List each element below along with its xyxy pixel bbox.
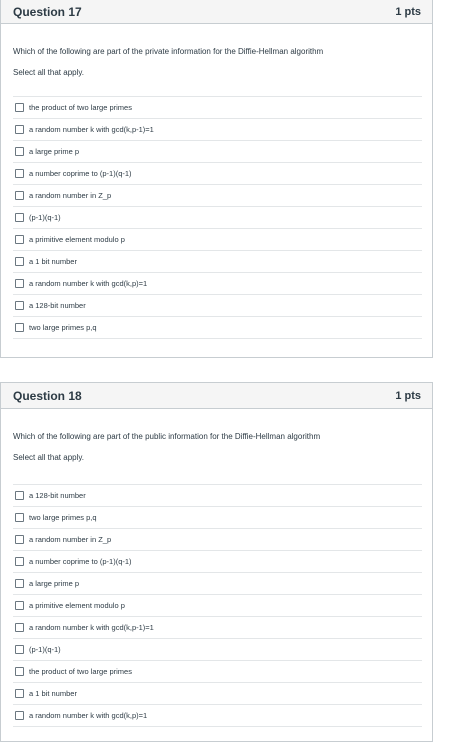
answer-option[interactable]: [13, 163, 422, 185]
answer-option[interactable]: [13, 97, 422, 119]
answer-option[interactable]: [13, 551, 422, 573]
checkbox[interactable]: [15, 689, 24, 698]
checkbox[interactable]: [15, 125, 24, 134]
answer-option[interactable]: [13, 705, 422, 727]
checkbox[interactable]: [15, 667, 24, 676]
question-instruction: Select all that apply.: [13, 68, 85, 77]
answer-label: the product of two large primes: [29, 103, 132, 112]
answer-option[interactable]: [13, 661, 422, 683]
answer-label: (p-1)(q-1): [29, 645, 61, 654]
answer-option[interactable]: [13, 573, 422, 595]
question-points: 1 pts: [395, 389, 421, 402]
checkbox[interactable]: [15, 103, 24, 112]
answer-option[interactable]: [13, 595, 422, 617]
question-header: [1, 0, 432, 24]
checkbox[interactable]: [15, 601, 24, 610]
checkbox[interactable]: [15, 557, 24, 566]
checkbox[interactable]: [15, 513, 24, 522]
answer-option[interactable]: [13, 617, 422, 639]
checkbox[interactable]: [15, 579, 24, 588]
answer-label: a primitive element modulo p: [29, 235, 125, 244]
question-18: [0, 382, 433, 742]
answer-label: a random number in Z_p: [29, 535, 112, 544]
question-text: Which of the following are part of the public information for the Diffie-Hellman algorithm: [13, 432, 321, 441]
answer-option[interactable]: [13, 229, 422, 251]
answer-label: a 1 bit number: [29, 689, 77, 698]
answer-option[interactable]: [13, 141, 422, 163]
answer-label: a random number k with gcd(k,p)=1: [29, 711, 148, 720]
checkbox[interactable]: [15, 535, 24, 544]
question-title: Question 17: [13, 4, 82, 19]
answer-option[interactable]: [13, 485, 422, 507]
answer-option[interactable]: [13, 207, 422, 229]
answer-option[interactable]: [13, 295, 422, 317]
checkbox[interactable]: [15, 213, 24, 222]
checkbox[interactable]: [15, 301, 24, 310]
answer-label: a random number k with gcd(k,p)=1: [29, 279, 148, 288]
answer-option[interactable]: [13, 683, 422, 705]
checkbox[interactable]: [15, 169, 24, 178]
answer-label: a number coprime to (p-1)(q-1): [29, 169, 132, 178]
answer-option[interactable]: [13, 251, 422, 273]
checkbox[interactable]: [15, 711, 24, 720]
answer-option[interactable]: [13, 317, 422, 339]
answer-option[interactable]: [13, 507, 422, 529]
answer-list: [13, 96, 422, 339]
question-title: Question 18: [13, 388, 82, 403]
answer-label: a large prime p: [29, 147, 80, 156]
answer-option[interactable]: [13, 119, 422, 141]
answer-label: a random number in Z_p: [29, 191, 112, 200]
checkbox[interactable]: [15, 645, 24, 654]
answer-option[interactable]: [13, 185, 422, 207]
question-text: Which of the following are part of the private information for the Diffie-Hellman algorithm: [13, 47, 324, 56]
answer-option[interactable]: [13, 273, 422, 295]
checkbox[interactable]: [15, 191, 24, 200]
checkbox[interactable]: [15, 623, 24, 632]
answer-label: two large primes p,q: [29, 513, 97, 522]
answer-label: a 1 bit number: [29, 257, 77, 266]
question-instruction: Select all that apply.: [13, 453, 85, 462]
checkbox[interactable]: [15, 323, 24, 332]
answer-label: a number coprime to (p-1)(q-1): [29, 557, 132, 566]
answer-label: two large primes p,q: [29, 323, 97, 332]
question-points: 1 pts: [395, 5, 421, 18]
answer-option[interactable]: [13, 639, 422, 661]
answer-label: the product of two large primes: [29, 667, 132, 676]
answer-label: a random number k with gcd(k,p-1)=1: [29, 125, 154, 134]
checkbox[interactable]: [15, 147, 24, 156]
checkbox[interactable]: [15, 235, 24, 244]
answer-list: [13, 484, 422, 727]
checkbox[interactable]: [15, 257, 24, 266]
question-header: [1, 383, 432, 409]
answer-label: a random number k with gcd(k,p-1)=1: [29, 623, 154, 632]
answer-label: (p-1)(q-1): [29, 213, 61, 222]
answer-option[interactable]: [13, 529, 422, 551]
checkbox[interactable]: [15, 279, 24, 288]
question-17: [0, 0, 433, 358]
answer-label: a 128-bit number: [29, 301, 86, 310]
checkbox[interactable]: [15, 491, 24, 500]
answer-label: a primitive element modulo p: [29, 601, 125, 610]
answer-label: a 128-bit number: [29, 491, 86, 500]
answer-label: a large prime p: [29, 579, 80, 588]
